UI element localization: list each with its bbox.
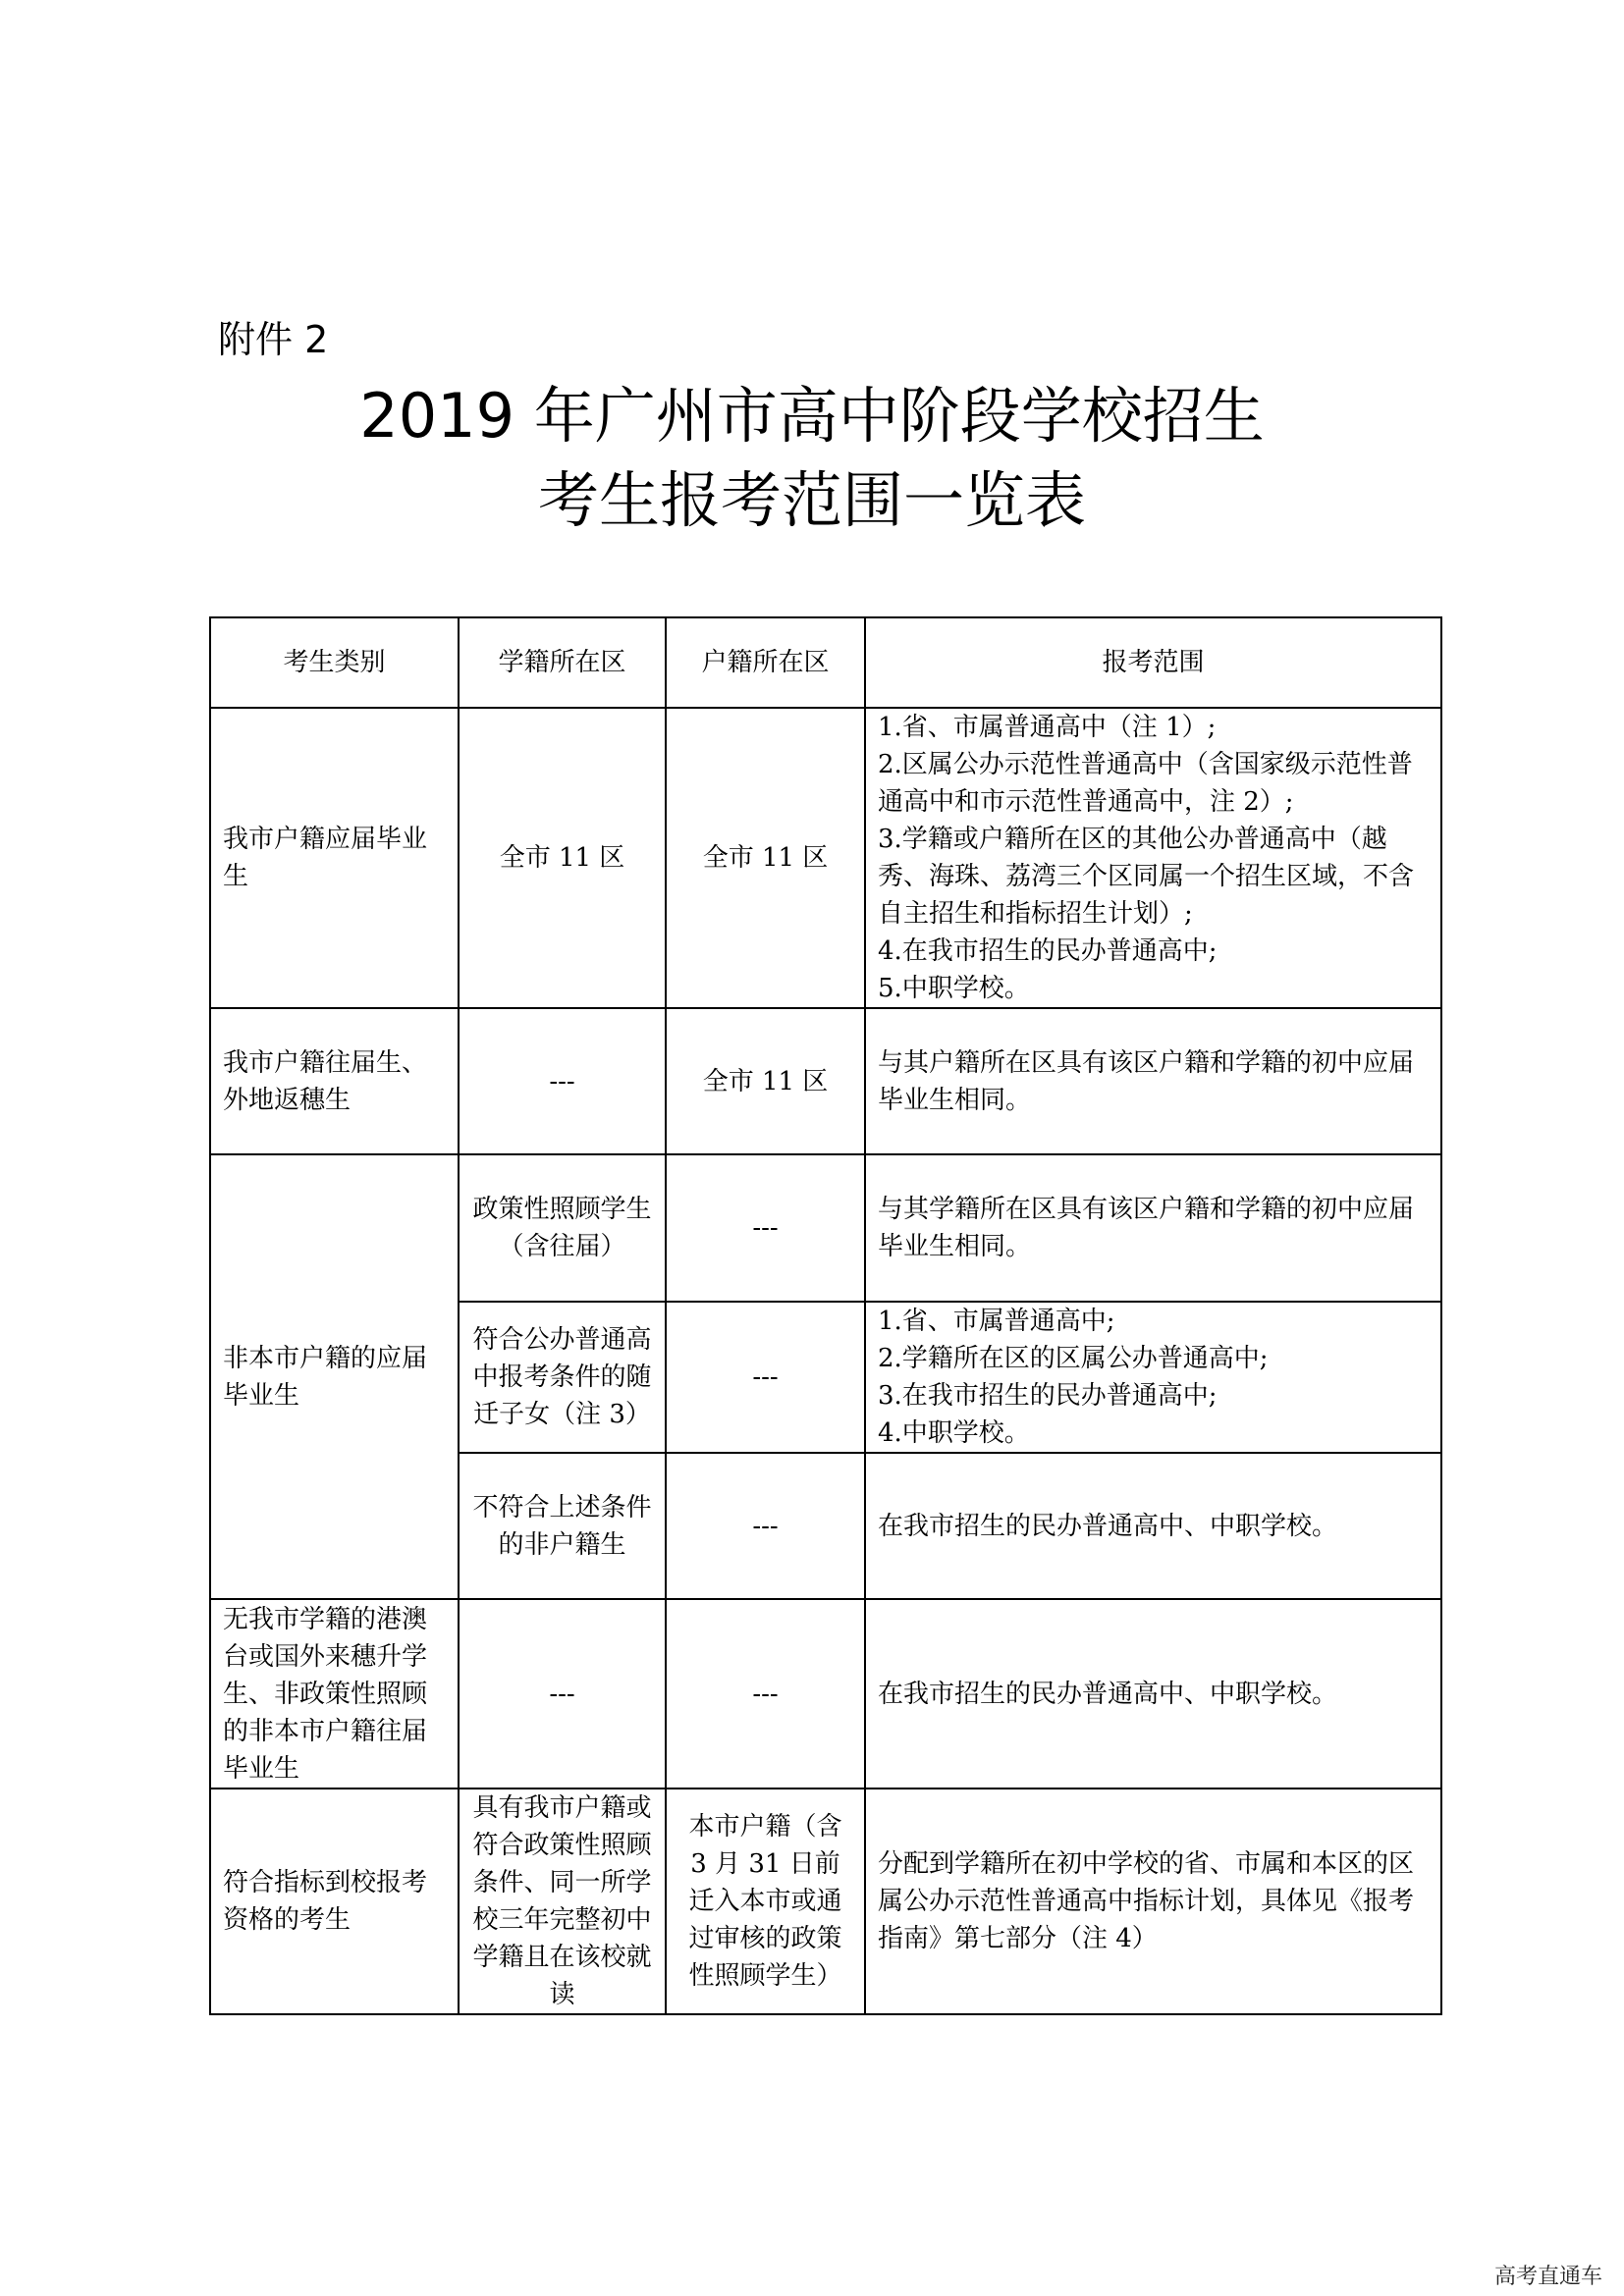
scope-item: 在我市招生的民办普通高中、中职学校。: [878, 1511, 1338, 1541]
scope-item: 分配到学籍所在初中学校的省、市属和本区的区属公办示范性普通高中指标计划，具体见《报考指南》第七部分（注 4）: [878, 1849, 1415, 1953]
footer-watermark: 高考直通车: [1493, 2265, 1602, 2289]
household-district-cell: 全市 11 区: [666, 708, 865, 1008]
school-district-cell: 符合公办普通高中报考条件的随迁子女（注 3）: [459, 1302, 666, 1453]
household-district-cell: ---: [666, 1154, 865, 1302]
header-category: 考生类别: [210, 617, 459, 708]
table-row: [210, 1154, 1441, 1302]
scope-item: 与其户籍所在区具有该区户籍和学籍的初中应届毕业生相同。: [878, 1047, 1415, 1115]
scope-item: 2.学籍所在区的区属公办普通高中;: [878, 1344, 1269, 1373]
scope-item: 3.学籍或户籍所在区的其他公办普通高中（越秀、海珠、荔湾三个区同属一个招生区域，不含自主招生和指标招生计划）;: [878, 825, 1415, 929]
household-district-cell: 本市户籍（含 3 月 31 日前迁入本市或通过审核的政策性照顾学生）: [666, 1789, 865, 2014]
scope-item: 3.在我市招生的民办普通高中;: [878, 1381, 1218, 1411]
attachment-label: 附件 2: [218, 318, 329, 361]
scope-cell: [865, 1302, 1441, 1453]
scope-item: 2.区属公办示范性普通高中（含国家级示范性普通高中和市示范性普通高中，注 2）;: [878, 750, 1413, 817]
household-district-cell: ---: [666, 1599, 865, 1789]
header-school-district: 学籍所在区: [459, 617, 666, 708]
scope-cell: [865, 1453, 1441, 1599]
page-subtitle: 考生报考范围一览表: [537, 464, 1086, 536]
school-district-cell: ---: [459, 1599, 666, 1789]
school-district-cell: 具有我市户籍或符合政策性照顾条件、同一所学校三年完整初中学籍且在该校就读: [459, 1789, 666, 2014]
category-cell: 我市户籍应届毕业生: [210, 708, 459, 1008]
page-title: 2019 年广州市高中阶段学校招生: [359, 380, 1265, 452]
scope-cell: [865, 1008, 1441, 1154]
scope-item: 1.省、市属普通高中（注 1）;: [878, 713, 1217, 742]
school-district-cell: 政策性照顾学生（含往届）: [459, 1154, 666, 1302]
scope-cell: [865, 708, 1441, 1008]
school-district-cell: 全市 11 区: [459, 708, 666, 1008]
scope-item: 4.在我市招生的民办普通高中;: [878, 936, 1218, 966]
category-cell: 符合指标到校报考资格的考生: [210, 1789, 459, 2014]
scope-item: 4.中职学校。: [878, 1418, 1030, 1448]
scope-table: [209, 616, 1442, 2015]
scope-cell: [865, 1789, 1441, 2014]
scope-cell: [865, 1599, 1441, 1789]
scope-item: 在我市招生的民办普通高中、中职学校。: [878, 1679, 1338, 1709]
school-district-cell: 不符合上述条件的非户籍生: [459, 1453, 666, 1599]
table-row: [210, 1008, 1441, 1154]
scope-cell: [865, 1154, 1441, 1302]
category-cell: 无我市学籍的港澳台或国外来穗升学生、非政策性照顾的非本市户籍往届毕业生: [210, 1599, 459, 1789]
table-row: [210, 708, 1441, 1008]
table-row: [210, 1599, 1441, 1789]
category-cell: 非本市户籍的应届毕业生: [210, 1154, 459, 1599]
table-header-row: [210, 617, 1441, 708]
household-district-cell: 全市 11 区: [666, 1008, 865, 1154]
table-row: [210, 1789, 1441, 2014]
category-cell: 我市户籍往届生、外地返穗生: [210, 1008, 459, 1154]
header-household-district: 户籍所在区: [666, 617, 865, 708]
household-district-cell: ---: [666, 1453, 865, 1599]
scope-item: 1.省、市属普通高中;: [878, 1307, 1115, 1336]
scope-item: 与其学籍所在区具有该区户籍和学籍的初中应届毕业生相同。: [878, 1195, 1415, 1261]
header-scope: 报考范围: [865, 617, 1441, 708]
scope-item: 5.中职学校。: [878, 974, 1030, 1003]
household-district-cell: ---: [666, 1302, 865, 1453]
school-district-cell: ---: [459, 1008, 666, 1154]
